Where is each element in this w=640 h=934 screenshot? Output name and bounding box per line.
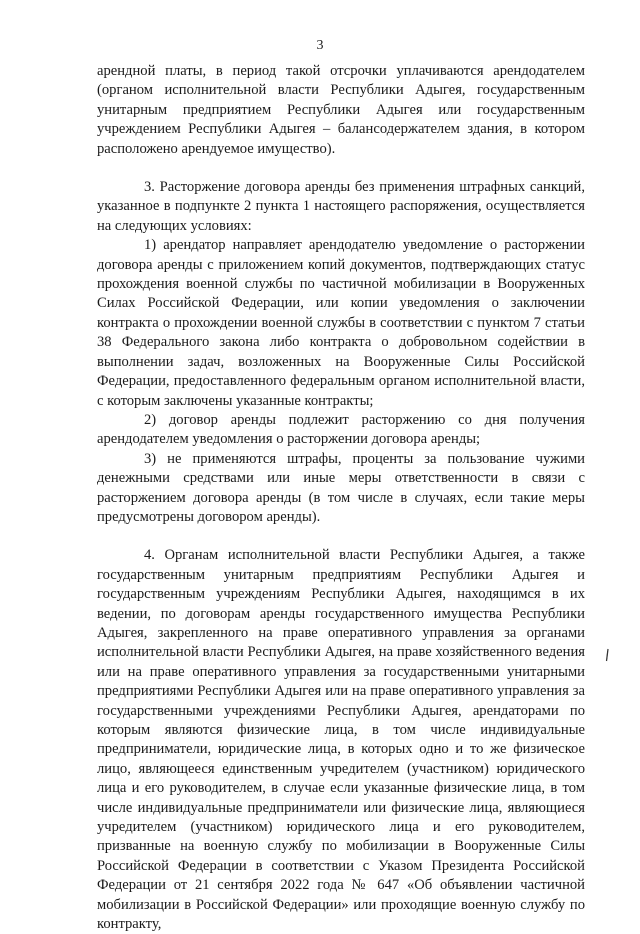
paragraph-item-2: 2) договор аренды подлежит расторжению со дня получения арендодателем уведомления о расторжении договора аренды; (97, 411, 585, 448)
paragraph-section-3: 3. Расторжение договора аренды без применения штрафных санкций, указанное в подпункте 2 пункта 1 настоящего распоряжения, осуществляется на следующих условиях: (97, 179, 585, 234)
margin-pen-mark (604, 648, 610, 662)
paragraph-item-1: 1) арендатор направляет арендодателю уведомление о расторжении договора аренды с приложением копий документов, подтверждающих статус прохождения военной службы по частичной мобилизации в Вооруженных Силах Российской Федерации, или копии уведомления о заключении контракта о прохождении военной службы в соответствии с пунктом 7 статьи 38 Федерального закона либо контракта о добровольном содействии в выполнении задач, возложенных на Вооруженные Силы Российской Федерации, предоставленного федеральным органом исполнительной власти, с которым заключены указанные контракты; (97, 237, 585, 409)
page-number: 3 (316, 38, 324, 53)
paragraph-section-4: 4. Органам исполнительной власти Республики Адыгея, а также государственным унитарным предприятиям Республики Адыгея и государственным учреждениям Республики Адыгея, находящимся в их ведении, по договорам аренды государственного имущества Республики Адыгея, закрепленного на праве оперативного управления за органами исполнительной власти Республики Адыгея, на праве хозяйственного ведения или на праве оперативного управления за государственными унитарными предприятиями Республики Адыгея или на праве оперативного управления за государственными учреждениями Республики Адыгея, арендаторами по которым являются физические лица, в том числе индивидуальные предприниматели, юридические лица, в которых одно и то же физическое лицо, являющееся единственным учредителем (участником) юридического лица и его руководителем, в случае если указанные физические лица, в том числе индивидуальные предприниматели или физические лица, являющиеся учредителем (участником) юридического лица и его руководителем, призванные на военную службу по мобилизации в Вооруженные Силы Российской Федерации в соответствии с Указом Президента Российской Федерации от 21 сентября 2022 года № 647 «Об объявлении частичной мобилизации в Российской Федерации» или проходящие военную службу по контракту, (97, 547, 585, 933)
paragraph-item-3: 3) не применяются штрафы, проценты за пользование чужими денежными средствами или иные меры ответственности в связи с расторжением договора аренды (в том числе в случаях, если такие меры предусмотрены договором аренды). (97, 450, 585, 525)
paragraph-continuation: арендной платы, в период такой отсрочки уплачиваются арендодателем (органом исполнительной власти Республики Адыгея, государственным унитарным предприятием Республики Адыгея или государственным учреждением Республики Адыгея – балансодержателем здания, в котором расположено арендуемое имущество). (97, 63, 585, 157)
document-body (97, 62, 585, 934)
